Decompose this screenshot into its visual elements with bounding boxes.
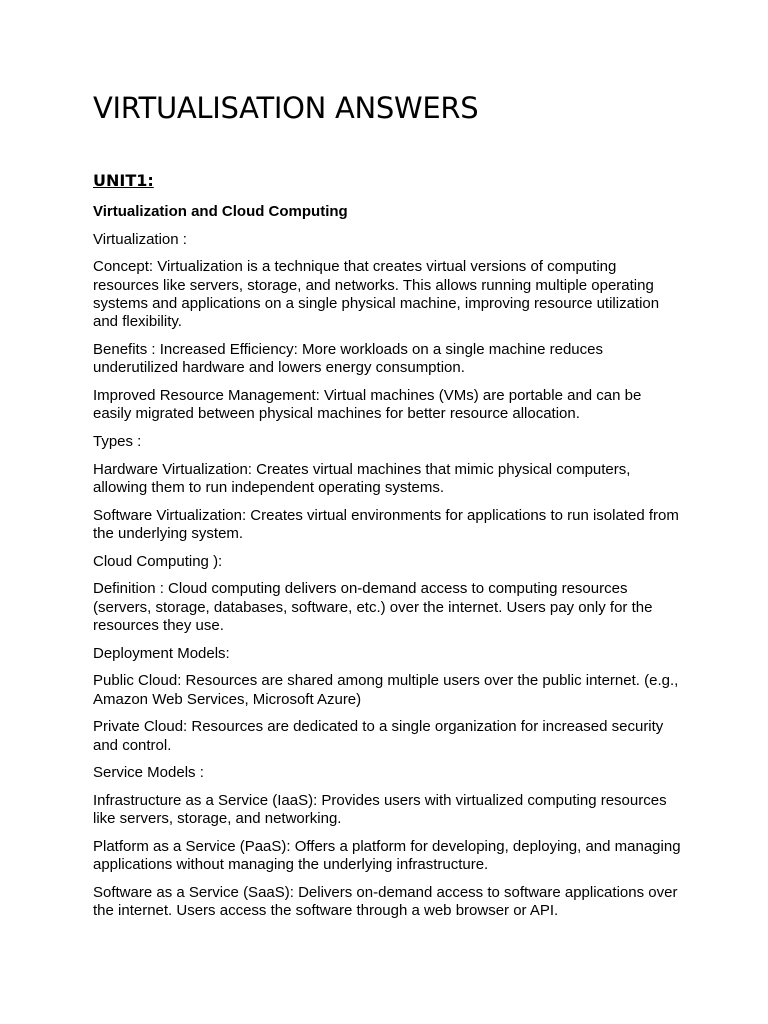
paragraph-definition: Definition : Cloud computing delivers on-demand access to computing resources (servers, storage, databases, software, etc.) over the internet. Users pay only for the resources they use. bbox=[93, 580, 653, 634]
paragraph-cloud-computing-label: Cloud Computing ): bbox=[93, 552, 223, 570]
paragraph-resource-management: Improved Resource Management: Virtual machines (VMs) are portable and can be easily migrated between physical machines for better resource allocation. bbox=[93, 386, 642, 422]
section-heading: Virtualization and Cloud Computing bbox=[93, 203, 348, 220]
paragraph-benefits: Benefits : Increased Efficiency: More workloads on a single machine reduces underutilized hardware and lowers energy consumption. bbox=[93, 340, 603, 376]
paragraph-types-label: Types : bbox=[93, 432, 142, 450]
document-page bbox=[93, 88, 683, 921]
paragraph-iaas: Infrastructure as a Service (IaaS): Provides users with virtualized computing resources like servers, storage, and networking. bbox=[93, 792, 667, 828]
paragraph-public-cloud: Public Cloud: Resources are shared among multiple users over the public internet. (e.g., Amazon Web Services, Microsoft Azure) bbox=[93, 672, 679, 708]
paragraph-virtualization-label: Virtualization : bbox=[93, 230, 187, 248]
paragraph-paas: Platform as a Service (PaaS): Offers a platform for developing, deploying, and managing applications without managing the underlying infrastructure. bbox=[93, 838, 681, 874]
document-title: VIRTUALISATION ANSWERS bbox=[93, 91, 479, 125]
paragraph-saas: Software as a Service (SaaS): Delivers on-demand access to software applications over the internet. Users access the software through a web browser or API. bbox=[93, 884, 678, 920]
paragraph-service-models-label: Service Models : bbox=[93, 764, 204, 782]
paragraph-private-cloud: Private Cloud: Resources are dedicated to a single organization for increased security and control. bbox=[93, 718, 664, 754]
paragraph-hardware-virtualization: Hardware Virtualization: Creates virtual machines that mimic physical computers, allowing them to run independent operating systems. bbox=[93, 460, 631, 496]
paragraph-concept: Concept: Virtualization is a technique that creates virtual versions of computing resources like servers, storage, and networks. This allows running multiple operating systems and applications on a single physical machine, improving resource utilization and flexibility. bbox=[93, 258, 660, 330]
unit-heading: UNIT1: bbox=[93, 171, 154, 190]
paragraph-deployment-models-label: Deployment Models: bbox=[93, 644, 230, 662]
paragraph-software-virtualization: Software Virtualization: Creates virtual environments for applications to run isolated from the underlying system. bbox=[93, 506, 679, 542]
